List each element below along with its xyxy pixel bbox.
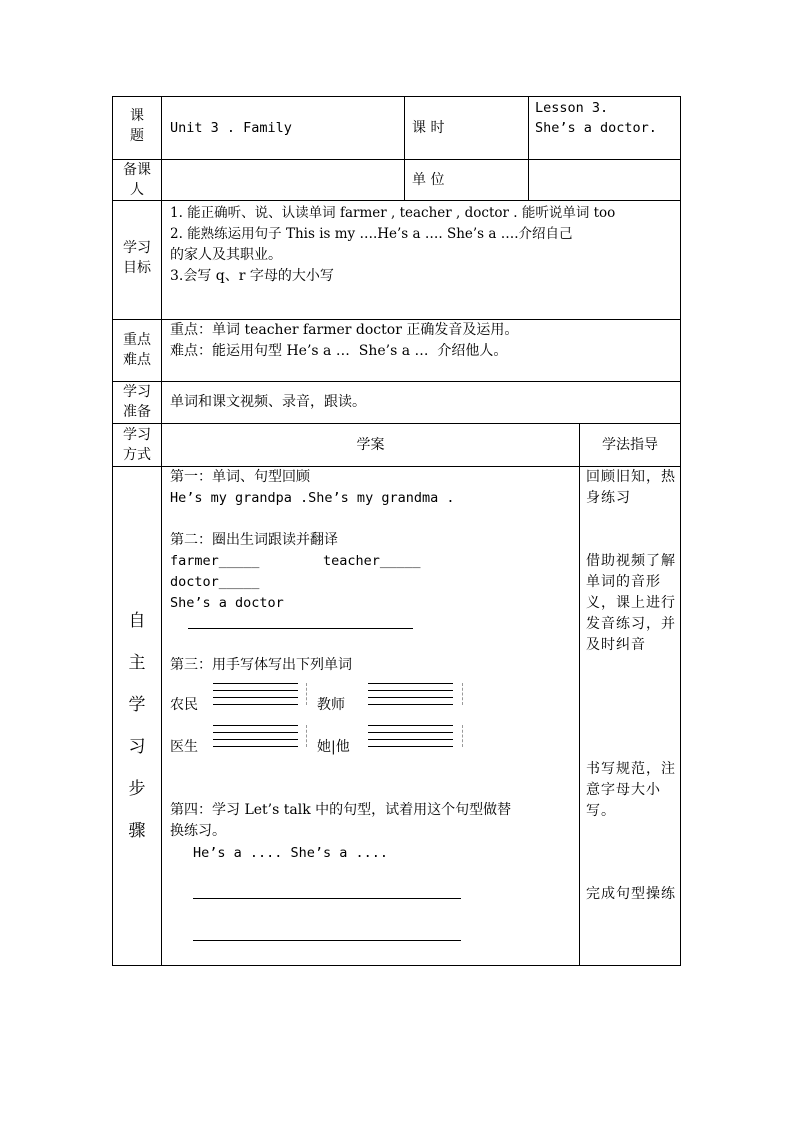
objective-line-4: 3.会写 q、r 字母的大小写 [170, 268, 334, 284]
row3-label: 学习 目标 [123, 240, 151, 276]
lesson-number: Lesson 3. [535, 100, 609, 116]
side-char: 主 [128, 653, 146, 673]
divider-mark [306, 683, 307, 705]
step1-text: He’s my grandpa .She’s my grandma . [170, 490, 455, 506]
guide-header: 学法指导 [602, 437, 658, 453]
unit-title: Unit 3 . Family [170, 120, 292, 136]
side-char: 步 [128, 779, 146, 799]
word-farmer-cn: 农民 [170, 697, 198, 713]
divider-mark [462, 725, 463, 747]
row2-unit-value-cell [528, 159, 681, 201]
practice-line-1 [193, 898, 461, 899]
row6-label: 学习 方式 [123, 427, 151, 463]
guide-3: 书写规范，注意字母大小写。 [586, 761, 676, 819]
row2-label: 备课 人 [123, 162, 151, 198]
word-she-he-cn: 她|他 [317, 739, 350, 755]
teacher-blank: teacher_____ [323, 553, 421, 569]
step4-title-2: 换练习。 [170, 823, 226, 839]
side-char: 学 [128, 695, 146, 715]
side-char: 自 [128, 611, 146, 631]
objective-line-2: 2. 能熟练运用句子 This is my ….He’s a …. She’s a ….介绍自己 [170, 226, 573, 242]
lesson-title: She’s a doctor. [535, 120, 657, 136]
steps-side-label [112, 600, 162, 852]
side-char: 习 [128, 737, 146, 757]
word-teacher-cn: 教师 [317, 697, 345, 713]
row5-label: 学习 准备 [123, 384, 151, 420]
divider-mark [462, 683, 463, 705]
practice-line-2 [193, 940, 461, 941]
step3-title: 第三：用手写体写出下列单词 [170, 657, 352, 673]
word-doctor-cn: 医生 [170, 739, 198, 755]
preparation-text: 单词和课文视频、录音，跟读。 [170, 394, 366, 410]
key-point: 重点：单词 teacher farmer doctor 正确发音及运用。 [170, 322, 519, 338]
translation-line [188, 628, 413, 629]
guide-4: 完成句型操练 [586, 886, 676, 902]
guide-2: 借助视频了解单词的音形义，课上进行发音练习，并及时纠音 [586, 553, 676, 653]
row4-label: 重点 难点 [123, 332, 151, 368]
side-char: 骤 [128, 821, 146, 841]
step4-patterns: He’s a .... She’s a .... [193, 845, 389, 861]
step4-title-1: 第四：学习 Let’s talk 中的句型，试着用这个句型做替 [170, 802, 512, 818]
guide-1: 回顾旧知，热身练习 [586, 469, 676, 506]
doctor-blank: doctor_____ [170, 574, 260, 590]
sentence-prompt: She’s a doctor [170, 595, 284, 611]
difficult-point: 难点：能运用句型 He’s a … She’s a … 介绍他人。 [170, 343, 508, 359]
unit-label: 单 位 [412, 172, 445, 188]
row1-label: 课 题 [130, 108, 144, 144]
plan-header: 学案 [356, 437, 385, 453]
objective-line-1: 1. 能正确听、说、认读单词 farmer , teacher , doctor . 能听说单词 too [170, 205, 616, 221]
period-label: 课 时 [412, 120, 445, 136]
farmer-blank: farmer_____ [170, 553, 260, 569]
step1-title: 第一：单词、句型回顾 [170, 469, 310, 485]
divider-mark [306, 725, 307, 747]
objective-line-3: 的家人及其职业。 [170, 247, 282, 263]
row2-name-cell [161, 159, 405, 201]
step2-title: 第二：圈出生词跟读并翻译 [170, 532, 338, 548]
